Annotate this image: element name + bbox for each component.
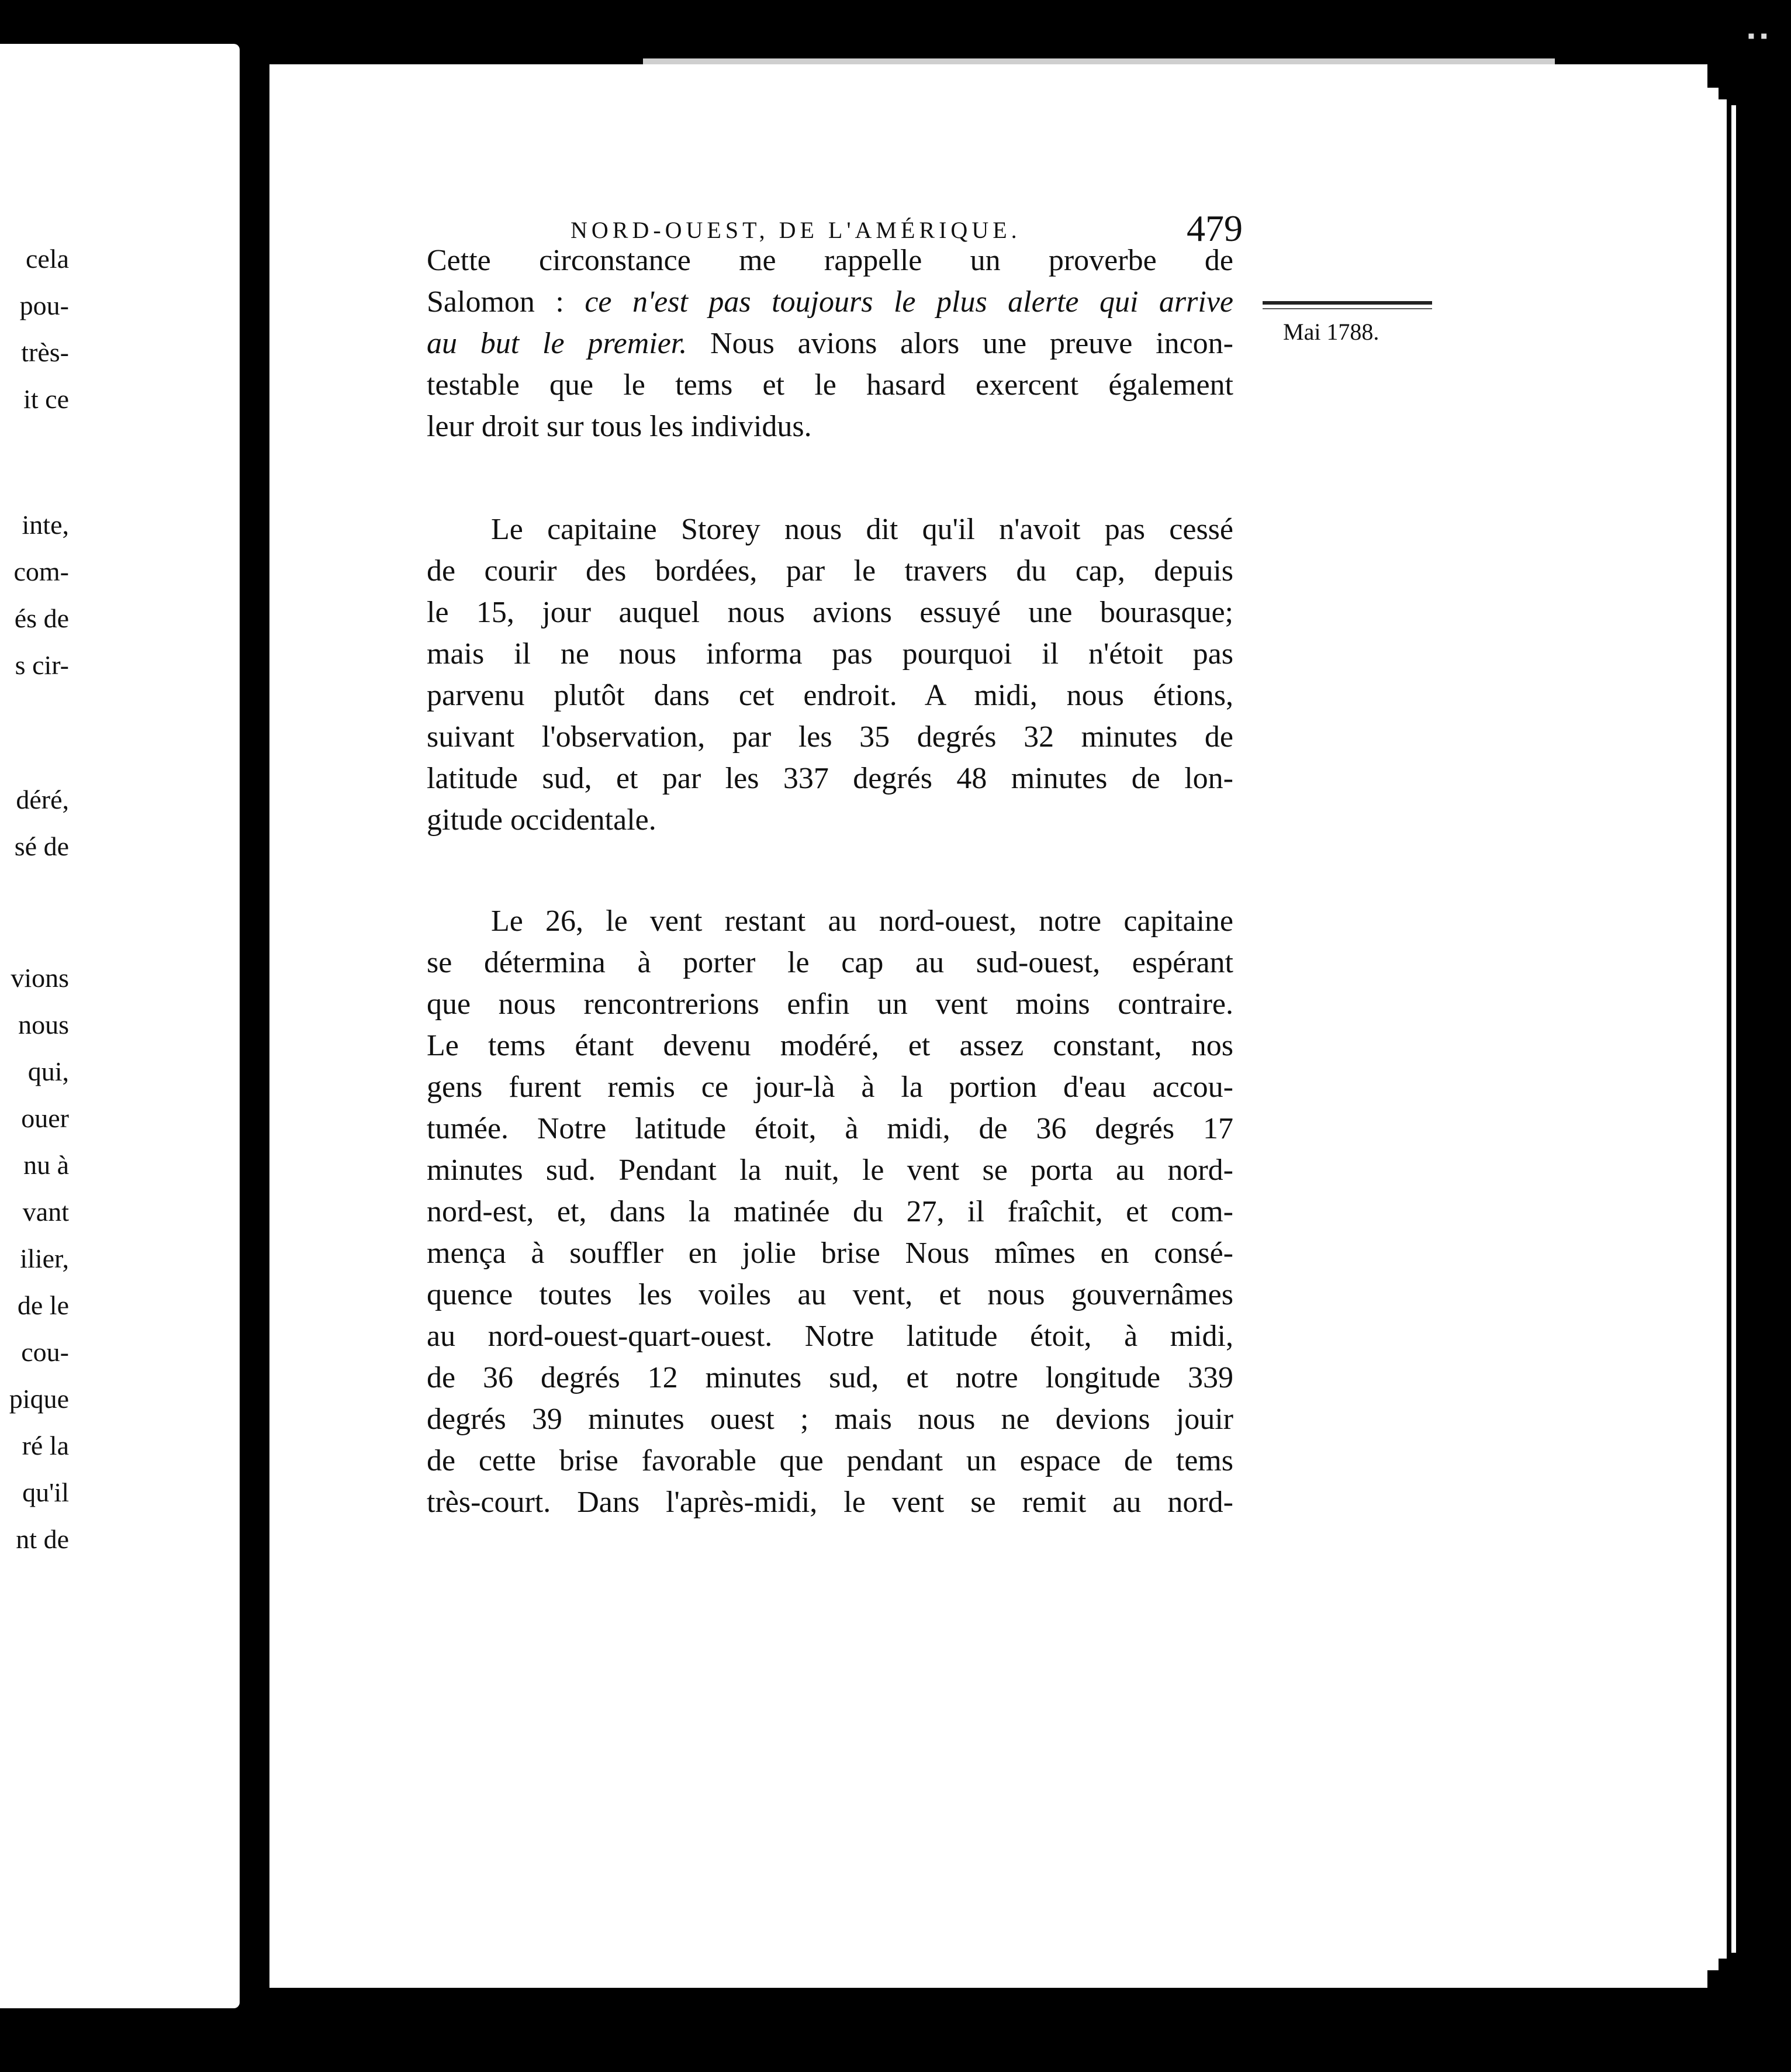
- left-page-fragment: cou-: [21, 1337, 69, 1367]
- text-line: [427, 1238, 1233, 1279]
- left-page-fragment: ilier,: [20, 1244, 69, 1273]
- text-run: gitude occidentale.: [427, 803, 656, 837]
- corner-marks: ▪ ▪: [1747, 24, 1768, 47]
- text-line: [427, 1363, 1233, 1404]
- text-line: [427, 1197, 1233, 1238]
- text-run: nord-est, et, dans la matinée du 27, il fraîchit, et com-: [427, 1195, 1233, 1228]
- left-page-fragment: de le: [17, 1290, 69, 1320]
- text-line: [427, 989, 1233, 1030]
- left-page-fragment: déré,: [16, 785, 69, 814]
- left-page-fragment: nt de: [16, 1524, 69, 1554]
- left-page-fragment: vions: [11, 963, 69, 993]
- text-run: degrés 39 minutes ouest ; mais nous ne devions jouir: [427, 1403, 1233, 1436]
- text-run: au nord-ouest-quart-ouest. Notre latitude étoit, à midi,: [427, 1320, 1233, 1353]
- text-line: [427, 805, 1233, 846]
- text-line: [427, 287, 1233, 328]
- text-line: [427, 681, 1233, 721]
- text-run: Nous avions alors une preuve incon-: [687, 327, 1233, 360]
- text-run: Le capitaine Storey nous dit qu'il n'avoit pas cessé: [491, 513, 1233, 546]
- left-page-fragment: it ce: [23, 384, 69, 414]
- italic-text: ce n'est pas toujours le plus alerte qui arrive: [585, 285, 1233, 319]
- text-run: Le 26, le vent restant au nord-ouest, notre capitaine: [491, 904, 1233, 938]
- margin-rule-thin: [1263, 308, 1432, 309]
- text-run: le 15, jour auquel nous avions essuyé une bourasque;: [427, 596, 1233, 629]
- text-line: [427, 639, 1233, 680]
- left-page-fragment: s cir-: [15, 650, 69, 680]
- text-run: minutes sud. Pendant la nuit, le vent se porta au nord-: [427, 1154, 1233, 1187]
- text-line: [427, 514, 1233, 555]
- left-facing-page: [0, 44, 240, 2008]
- text-run: mença à souffler en jolie brise Nous mîmes en consé-: [427, 1237, 1233, 1270]
- text-run: Salomon :: [427, 285, 585, 319]
- text-run: Le tems étant devenu modéré, et assez constant, nos: [427, 1029, 1233, 1062]
- running-head-title: NORD-OUEST, DE L'AMÉRIQUE.: [571, 217, 1021, 243]
- text-line: [427, 722, 1233, 763]
- left-page-fragment: com-: [13, 557, 69, 586]
- left-page-fragment: pique: [9, 1384, 69, 1414]
- left-page-fragment: és de: [14, 603, 69, 633]
- text-line: [427, 598, 1233, 638]
- left-page-text-fragments: [0, 44, 240, 2008]
- text-run: mais il ne nous informa pas pourquoi il n'étoit pas: [427, 637, 1233, 671]
- text-line: [427, 1031, 1233, 1072]
- text-run: parvenu plutôt dans cet endroit. A midi, nous étions,: [427, 679, 1233, 712]
- text-line: [427, 764, 1233, 804]
- left-page-fragment: pou-: [19, 291, 69, 320]
- text-run: quence toutes les voiles au vent, et nous gouvernâmes: [427, 1278, 1233, 1311]
- text-run: de cette brise favorable que pendant un espace de tems: [427, 1444, 1233, 1477]
- text-line: [427, 1404, 1233, 1445]
- page-number: 479: [1187, 208, 1243, 249]
- text-line: [427, 329, 1233, 369]
- left-page-fragment: ré la: [22, 1431, 69, 1460]
- left-page-fragment: vant: [22, 1197, 69, 1227]
- italic-text: au but le premier.: [427, 327, 687, 360]
- text-line: [427, 1114, 1233, 1155]
- running-head: [571, 208, 1243, 249]
- text-run: suivant l'observation, par les 35 degrés 32 minutes de: [427, 720, 1233, 754]
- left-page-fragment: nu à: [23, 1150, 69, 1180]
- text-line: [427, 370, 1233, 411]
- text-line: [427, 1321, 1233, 1362]
- left-page-fragment: qui,: [27, 1056, 69, 1086]
- text-run: de 36 degrés 12 minutes sud, et notre longitude 339: [427, 1361, 1233, 1394]
- text-line: [427, 906, 1233, 947]
- book-gutter: [243, 41, 269, 2017]
- page-edge: [1719, 99, 1727, 1959]
- text-line: [427, 412, 1233, 453]
- text-run: gens furent remis ce jour-là à la portion d'eau accou-: [427, 1070, 1233, 1104]
- left-page-fragment: nous: [18, 1010, 69, 1040]
- text-line: [427, 556, 1233, 597]
- text-line: [427, 246, 1233, 286]
- text-run: leur droit sur tous les individus.: [427, 410, 812, 443]
- text-run: se détermina à porter le cap au sud-ouest, espérant: [427, 946, 1233, 979]
- left-page-fragment: très-: [21, 337, 69, 367]
- text-run: latitude sud, et par les 337 degrés 48 minutes de lon-: [427, 762, 1233, 795]
- margin-rule: [1263, 301, 1432, 305]
- left-page-fragment: sé de: [14, 831, 69, 861]
- page-edge: [1731, 105, 1736, 1953]
- left-page-fragment: inte,: [22, 510, 69, 540]
- text-line: [427, 1487, 1233, 1528]
- text-run: tumée. Notre latitude étoit, à midi, de 36 degrés 17: [427, 1112, 1233, 1145]
- text-line: [427, 1072, 1233, 1113]
- left-page-fragment: ouer: [21, 1103, 69, 1133]
- text-run: testable que le tems et le hasard exercent également: [427, 368, 1233, 402]
- text-line: [427, 948, 1233, 989]
- left-page-fragment: cela: [25, 244, 69, 274]
- text-line: [427, 1155, 1233, 1196]
- text-run: Cette circonstance me rappelle un proverbe de: [427, 244, 1233, 277]
- text-line: [427, 1446, 1233, 1487]
- text-run: de courir des bordées, par le travers du cap, depuis: [427, 554, 1233, 588]
- margin-date-note: Mai 1788.: [1283, 319, 1379, 345]
- text-line: [427, 1280, 1233, 1321]
- text-run: que nous rencontrerions enfin un vent moins contraire.: [427, 987, 1233, 1021]
- left-page-fragment: qu'il: [22, 1477, 69, 1507]
- text-run: très-court. Dans l'après-midi, le vent se remit au nord-: [427, 1486, 1233, 1519]
